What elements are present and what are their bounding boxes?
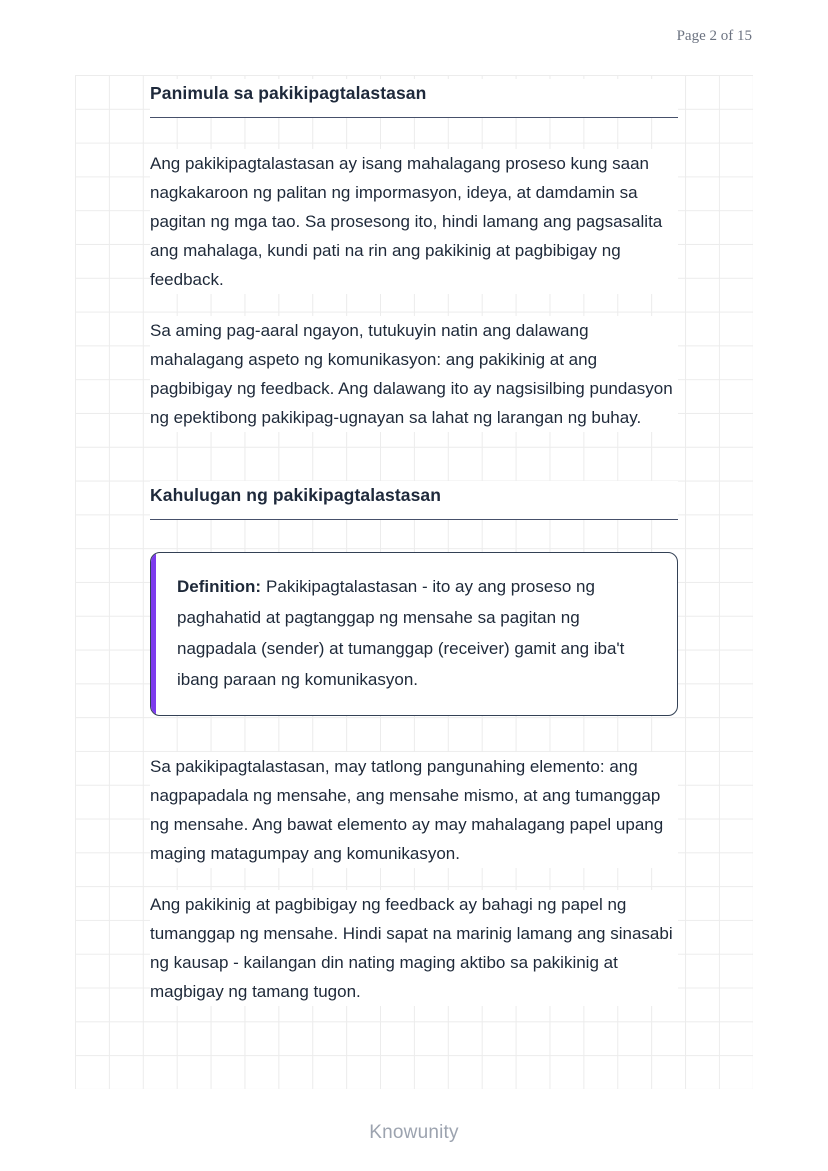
page-number-indicator: Page 2 of 15 [676, 28, 752, 44]
definition-box [150, 552, 678, 716]
definition-label: Definition: [177, 577, 262, 596]
knowunity-brand-footer: Knowunity [369, 1122, 459, 1143]
heading-underline [150, 117, 678, 118]
definition-paragraph [177, 571, 651, 695]
heading-underline [150, 519, 678, 520]
paragraph-elements: Sa pakikipagtalastasan, may tatlong pangunahing elemento: ang nagpapadala ng mensahe, ang mensahe mismo, at ang tumanggap ng mensahe. Ang bawat elemento ay may mahalagang papel upang maging matagumpay ang komunikasyon. [150, 752, 678, 868]
section-kahulugan [150, 481, 678, 520]
paragraph-intro-2: Sa aming pag-aaral ngayon, tutukuyin natin ang dalawang mahalagang aspeto ng komunikasyon: ang pakikinig at ang pagbibigay ng feedback. Ang dalawang ito ay nagsisilbing pundasyon ng epektibong pakikipag-ugnayan sa lahat ng larangan ng buhay. [150, 316, 678, 432]
section-heading-kahulugan: Kahulugan ng pakikipagtalastasan [150, 485, 442, 505]
section-panimula [150, 79, 678, 118]
notebook-grid-background [75, 75, 753, 1089]
document-content [75, 75, 678, 1006]
paragraph-intro-1: Ang pakikipagtalastasan ay isang mahalagang proseso kung saan nagkakaroon ng palitan ng impormasyon, ideya, at damdamin sa pagitan ng mga tao. Sa prosesong ito, hindi lamang ang pagsasalita ang mahalaga, kundi pati na rin ang pakikinig at pagbibigay ng feedback. [150, 149, 678, 294]
section-heading-panimula: Panimula sa pakikipagtalastasan [150, 83, 427, 103]
paragraph-feedback: Ang pakikinig at pagbibigay ng feedback ay bahagi ng papel ng tumanggap ng mensahe. Hindi sapat na marinig lamang ang sinasabi ng kausap - kailangan din nating maging aktibo sa pakikinig at magbigay ng tamang tugon. [150, 890, 678, 1006]
definition-text: Pakikipagtalastasan - ito ay ang proseso ng paghahatid at pagtanggap ng mensahe sa pagitan ng nagpadala (sender) at tumanggap (receiver) gamit ang iba't ibang paraan ng komunikasyon. [177, 577, 625, 689]
definition-accent-bar [151, 553, 156, 715]
